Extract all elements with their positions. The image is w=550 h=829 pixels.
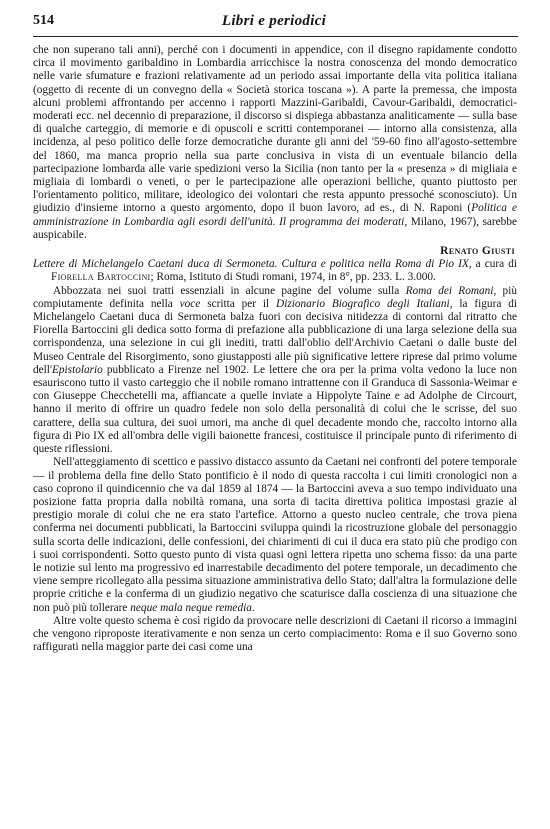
text-run: , Milano, 1967), sarebbe auspicabile.: [33, 215, 517, 241]
citation-editor: Fiorella Bartoccini: [51, 271, 151, 284]
review-2-paragraph-1: [33, 285, 517, 457]
text-run: , la figura di Michelangelo Caetani duca di Sermoneta balza fuori con decisiva nitidezza di contorni dal ritratto che Fiorella Bartoccini gli dedica sotto forma di prefazione alla pubblicazione di una larga selezione della sua corrispondenza, una selezione in cui gli inediti, tratti dall'oblio dell'Archivio Caetani o dalle buste del Museo Centrale del Risorgimento, sono giustapposti alle più significative lettere riprese dal primo volume dell': [33, 297, 517, 376]
citation-publication: ; Roma, Istituto di Studi romani, 1974, in 8°, pp. 233. L. 3.000.: [150, 271, 436, 284]
review-1-paragraph: [33, 44, 517, 242]
header-rule: [33, 36, 518, 37]
italic-text-run: Roma dei Romani: [405, 284, 494, 297]
text-run: Nell'atteggiamento di scettico e passivo distacco assunto da Caetani nei confronti del potere temporale — il problema della fine dello Stato pontificio è il nodo di questa raccolta i cui limiti cronologici non a caso coprono il quindicennio che va dal 1859 al 1874 — la Bartoccini aveva a suo tempo individuato una posizione fatta propria dalla nobiltà romana, una sorta di tacita direttiva politica impostasi grazie al prestigio morale di colui che ne era stato l'artefice. Attorno a questo nucleo centrale, che trova piena conferma nei documenti pubblicati, la Bartoccini sviluppa quindi la ricostruzione globale del personaggio sulla scorta delle indicazioni, delle confessioni, dei chiarimenti di cui il duca era stato più che prodigo con i suoi corrispondenti. Sotto questo punto di vista quasi ogni lettera ripetta uno schema fisso: da una parte le notizie sul lento ma progressivo ed inarrestabile decadimento del potere temporale, un decadimento che viene sempre ricollegato alla pessima situazione amministrativa dello Stato; dall'altra la formulazione delle proprie critiche e la conferma di un giudizio negativo che scaturisce dalla coscienza di una situazione che non può più tollerare: [33, 456, 517, 614]
text-run: Altre volte questo schema è così rigido da provocare nelle descrizioni di Caetani il ricorso a immagini che vengono riproposte iterativamente e non senza un certo compiacimento: Roma e il suo Governo sono raffigurati nella maggior parte dei casi come una: [33, 614, 517, 654]
italic-text-run: Politica e amministrazione in Lombardia agli esordi dell'unità. Il programma dei moderati: [33, 202, 517, 228]
reviewer-signature: Renato Giusti: [440, 245, 515, 258]
page-header: [33, 13, 515, 33]
page-number: 514: [33, 13, 54, 28]
page-body: [33, 44, 517, 654]
text-run: scritta per il: [200, 297, 277, 310]
text-run: , più compiutamente definita nella: [33, 284, 517, 310]
review-2-paragraph-3: [33, 615, 517, 655]
citation-title: Lettere di Michelangelo Caetani duca di Sermoneta. Cultura e politica nella Roma di Pio IX,: [33, 258, 472, 271]
italic-text-run: Epistolario: [51, 363, 103, 376]
italic-text-run: voce: [179, 297, 201, 310]
text-run: Abbozzata nei suoi tratti essenziali in alcune pagine del volume sulla: [53, 284, 406, 297]
text-run: pubblicato a Firenze nel 1902. Le lettere che ora per la prima volta vedono la luce non esauriscono tutto il vasto carteggio che il nobile romano intrattenne con il Granduca di Sassonia-Weimar e con Giuseppe Checchetelli ma, affiancate a quelle inviate a Hippolyte Taine e ad Adolphe de Circourt, hanno il merito di offrire un quadro fedele non solo della personalità di colui che le scrisse, del suo carattere, della sua cultura, dei suoi umori, ma anche di quel decadente mondo che, raccolto intorno alla figura di Pio IX ed all'ombra delle vigili baionette francesi, costituisce il principale punto di riferimento di queste riflessioni.: [33, 363, 517, 456]
text-run: che non superano tali anni), perché con i documenti in appendice, con il disegno rapidamente condotto circa il movimento garibaldino in Lombardia arricchisce la nostra conoscenza del mondo democratico nelle varie sfumature e frazioni relativamente ad un periodo assai importante della vita politica italiana (oggetto di recente di un convegno della « Società storica toscana »). A parte la premessa, che imposta alcuni problemi affrontando per accenno i rapporti Mazzini-Garibaldi, Cavour-Garibaldi, democratici-moderati ecc. nel decennio di preparazione, il discorso si dispiega abbastanza analiticamente — sulla base di qualche carteggio, di memorie e di opuscoli e scritti contemporanei — intorno alla consistenza, alla incidenza, al peso politico delle forze democratiche durante gli anni del '59-60 fino all'agosto-settembre del 1860, ma manca proprio nella sua parte conclusiva in vista di un eventuale bilancio della partecipazione lombarda alle varie spedizioni verso la Sicilia (non tanto per la « presenza » di migliaia e migliaia di lombardi o veneti, o per le partecipazione alle operazioni belliche, quanto piuttosto per l'orientamento politico, militare, ideologico dei volontari che resta appunto pressoché sconosciuto). Un giudizio d'insieme intorno a questo argomento, dopo il buon lavoro, ad es., di N. Raponi (: [33, 44, 517, 215]
text-run: .: [251, 601, 255, 614]
running-head: Libri e periodici: [221, 13, 327, 29]
book-citation: [33, 258, 517, 284]
citation-mid: a cura di: [471, 258, 517, 271]
review-2-paragraph-2: [33, 456, 517, 614]
italic-text-run: neque mala neque remedia: [130, 601, 252, 614]
italic-text-run: Dizionario Biografico degli Italiani: [276, 297, 450, 310]
